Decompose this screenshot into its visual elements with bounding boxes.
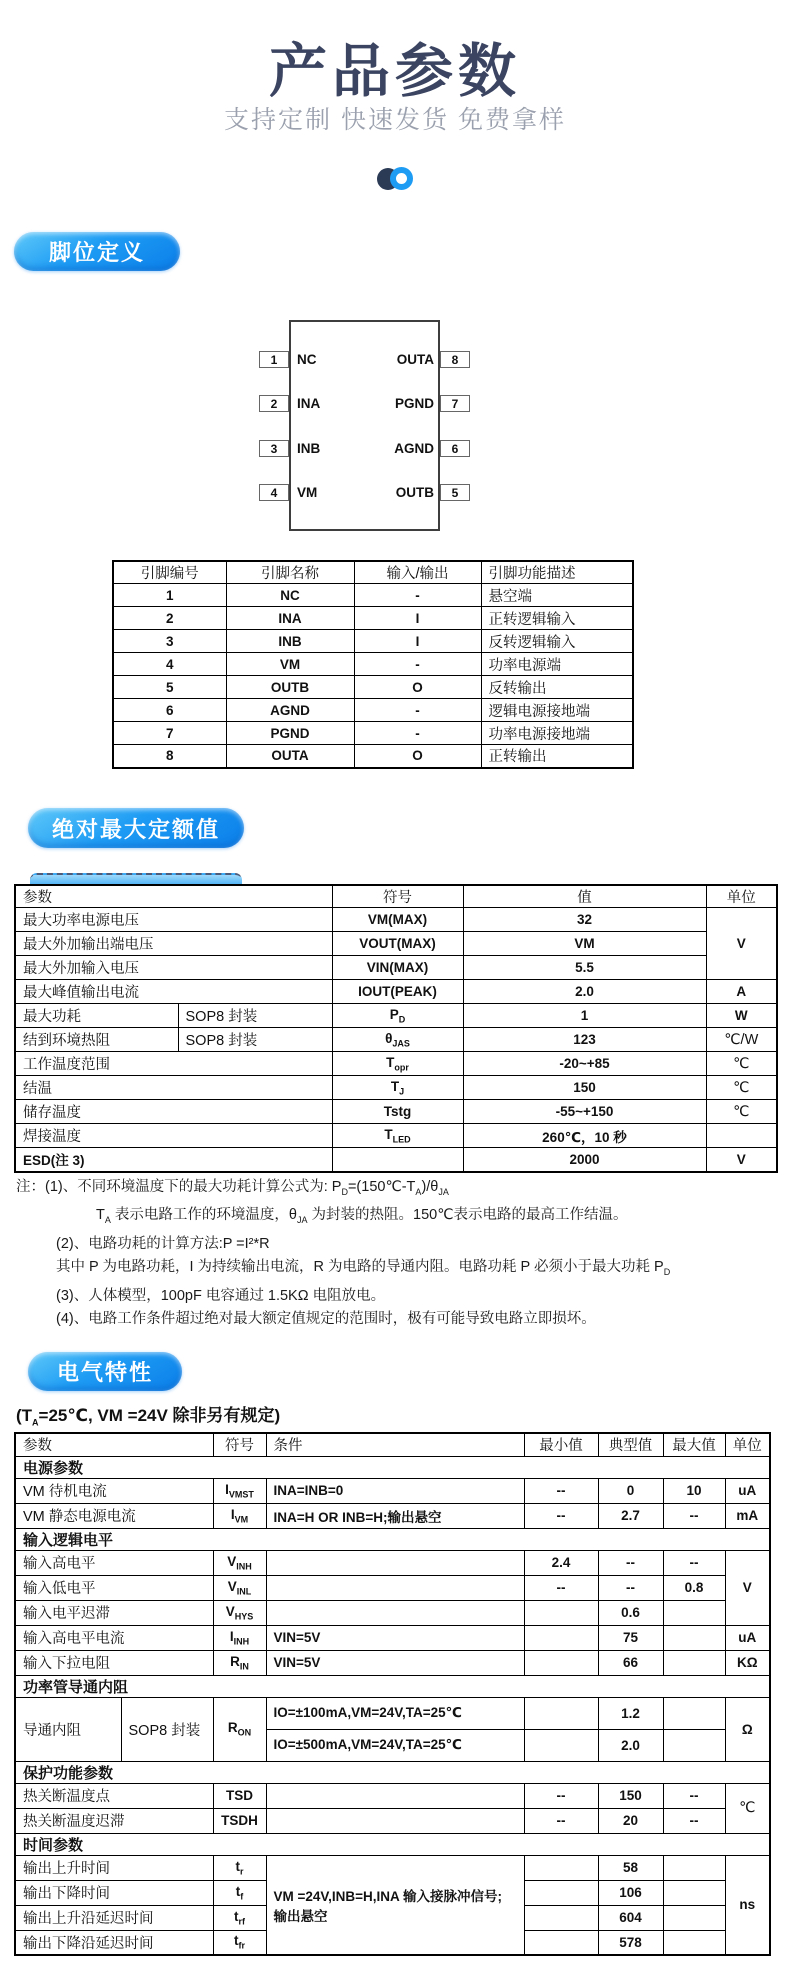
- table-cell: 604: [598, 1905, 663, 1930]
- table-cell: 焊接温度: [15, 1124, 332, 1148]
- table-cell: --: [598, 1550, 663, 1575]
- table-cell: $R_{IN}$: [213, 1650, 266, 1675]
- table-cell: [266, 1550, 524, 1575]
- table-cell: [524, 1625, 598, 1650]
- section-row-label: 功率管导通内阻: [15, 1675, 770, 1697]
- table-cell: VIN=5V: [266, 1625, 524, 1650]
- table-cell: $I_{VMST}$: [213, 1478, 266, 1503]
- note-line: (4)、电路工作条件超过绝对最大额定值规定的范围时，极有可能导致电路立即损坏。: [56, 1311, 596, 1328]
- table-cell: SOP8 封装: [178, 1004, 332, 1028]
- table-row: [15, 1503, 770, 1528]
- table-cell: TSDH: [213, 1808, 266, 1833]
- table-cell: [524, 1880, 598, 1905]
- table-cell: 最大功率电源电压: [15, 908, 332, 932]
- table-cell: 2.7: [598, 1503, 663, 1528]
- table-cell: [663, 1930, 725, 1955]
- table-cell: IOUT(PEAK): [332, 980, 463, 1004]
- table-cell: ℃: [706, 1076, 777, 1100]
- brand-logo-icon: [377, 167, 413, 190]
- table-cell: 参数: [15, 1433, 213, 1456]
- table-cell: [663, 1855, 725, 1880]
- table-cell: $t_{fr}$: [213, 1930, 266, 1955]
- table-row: [113, 630, 633, 653]
- table-cell: [524, 1729, 598, 1761]
- table-row: [15, 1833, 770, 1855]
- table-cell: VIN(MAX): [332, 956, 463, 980]
- table-cell: VM: [226, 653, 354, 676]
- table-row: [15, 1600, 770, 1625]
- table-cell: 引脚名称: [226, 561, 354, 584]
- table-row: [113, 561, 633, 584]
- table-cell: ℃: [725, 1783, 770, 1833]
- table-cell: 工作温度范围: [15, 1052, 332, 1076]
- section-row-label: 保护功能参数: [15, 1761, 770, 1783]
- table-cell: 正转输出: [481, 745, 633, 768]
- table-cell: $V_{INL}$: [213, 1575, 266, 1600]
- table-cell: W: [706, 1004, 777, 1028]
- table-cell: 热关断温度点: [15, 1783, 213, 1808]
- table-cell: 功率电源端: [481, 653, 633, 676]
- table-cell: 2: [113, 607, 226, 630]
- table-row: [113, 722, 633, 745]
- table-cell: 输入高电平: [15, 1550, 213, 1575]
- table-cell: 输出下降沿延迟时间: [15, 1930, 213, 1955]
- table-cell: VIN=5V: [266, 1650, 524, 1675]
- table-cell: 结温: [15, 1076, 332, 1100]
- table-cell: $R_{ON}$: [213, 1697, 266, 1761]
- pin-description-table: [112, 560, 634, 769]
- table-row: [15, 1675, 770, 1697]
- pin-label: AGND: [394, 441, 434, 456]
- note-line: $T_A$ 表示电路工作的环境温度，$\theta_{JA}$ 为封装的热阻。150℃表示电路的最高工作结温。: [96, 1207, 628, 1226]
- table-row: [15, 1433, 770, 1456]
- table-cell: 输入下拉电阻: [15, 1650, 213, 1675]
- table-cell: [524, 1600, 598, 1625]
- table-cell: -: [354, 653, 481, 676]
- table-row: [15, 1052, 777, 1076]
- section-row-label: 电源参数: [15, 1456, 770, 1478]
- table-cell: SOP8 封装: [178, 1028, 332, 1052]
- table-row: [15, 1550, 770, 1575]
- table-cell: 输入高电平电流: [15, 1625, 213, 1650]
- table-cell: O: [354, 676, 481, 699]
- table-cell: V: [706, 908, 777, 980]
- pin-number-box: 8: [440, 351, 470, 368]
- table-cell: 0.8: [663, 1575, 725, 1600]
- table-cell: 导通内阻: [15, 1697, 121, 1761]
- table-cell: 符号: [332, 885, 463, 908]
- table-cell: 热关断温度迟滞: [15, 1808, 213, 1833]
- table-cell: O: [354, 745, 481, 768]
- table-cell: $I_{INH}$: [213, 1625, 266, 1650]
- table-cell: -: [354, 722, 481, 745]
- table-cell: $V_{HYS}$: [213, 1600, 266, 1625]
- table-cell: 578: [598, 1930, 663, 1955]
- section-badge-absolute-maximum-ratings: 绝对最大定额值: [28, 808, 244, 848]
- table-cell: 58: [598, 1855, 663, 1880]
- table-cell: [524, 1855, 598, 1880]
- test-condition-note: ($T_A=25℃$, VM =24V 除非另有规定): [16, 1406, 281, 1428]
- table-cell: [524, 1650, 598, 1675]
- table-cell: 2.0: [463, 980, 706, 1004]
- table-cell: ℃: [706, 1100, 777, 1124]
- table-cell: $P_D$: [332, 1004, 463, 1028]
- table-cell: 7: [113, 722, 226, 745]
- table-cell: [266, 1600, 524, 1625]
- table-cell: 75: [598, 1625, 663, 1650]
- section-badge-pin-definition: 脚位定义: [14, 232, 180, 271]
- pin-label: NC: [297, 352, 317, 367]
- table-cell: 储存温度: [15, 1100, 332, 1124]
- table-cell: 条件: [266, 1433, 524, 1456]
- table-cell: 反转输出: [481, 676, 633, 699]
- table-row: [15, 1124, 777, 1148]
- table-cell: 150: [463, 1076, 706, 1100]
- table-cell: [663, 1729, 725, 1761]
- pin-number-box: 4: [259, 484, 289, 501]
- table-cell: 最小值: [524, 1433, 598, 1456]
- note-line: (3)、人体模型，100pF 电容通过 1.5KΩ 电阻放电。: [56, 1287, 386, 1304]
- pin-number-box: 6: [440, 440, 470, 457]
- note-line: 注：(1)、不同环境温度下的最大功耗计算公式为: $P_D=(150℃-T_A)/\theta_{JA}$: [16, 1179, 449, 1197]
- table-cell: 单位: [725, 1433, 770, 1456]
- pin-label: OUTA: [396, 352, 434, 367]
- table-cell: $t_f$: [213, 1880, 266, 1905]
- table-cell: 1: [113, 584, 226, 607]
- table-cell: 输入低电平: [15, 1575, 213, 1600]
- table-cell: 4: [113, 653, 226, 676]
- table-cell: 5.5: [463, 956, 706, 980]
- table-cell: 1: [463, 1004, 706, 1028]
- table-cell: OUTB: [226, 676, 354, 699]
- absolute-maximum-ratings-table: [14, 884, 778, 1173]
- table-cell: 66: [598, 1650, 663, 1675]
- table-cell: --: [663, 1783, 725, 1808]
- notes-block: [16, 1176, 776, 1332]
- table-cell: IO=±100mA,VM=24V,TA=25℃: [266, 1697, 524, 1729]
- table-cell: PGND: [226, 722, 354, 745]
- table-cell: 输入电平迟滞: [15, 1600, 213, 1625]
- table-cell: [266, 1783, 524, 1808]
- table-cell: --: [663, 1503, 725, 1528]
- table-cell: OUTA: [226, 745, 354, 768]
- table-cell: [266, 1575, 524, 1600]
- table-cell: 150: [598, 1783, 663, 1808]
- pin-number-box: 5: [440, 484, 470, 501]
- table-row: [15, 932, 777, 956]
- pin-number-box: 2: [259, 395, 289, 412]
- table-cell: 结到环境热阻: [15, 1028, 178, 1052]
- table-cell: [663, 1697, 725, 1729]
- pin-label: INA: [297, 396, 321, 411]
- table-cell: 最大功耗: [15, 1004, 178, 1028]
- table-cell: [524, 1930, 598, 1955]
- table-cell: 10: [663, 1478, 725, 1503]
- pin-number-box: 7: [440, 395, 470, 412]
- table-cell: VM: [463, 932, 706, 956]
- table-cell: 反转逻辑输入: [481, 630, 633, 653]
- table-row: [15, 1004, 777, 1028]
- table-cell: --: [598, 1575, 663, 1600]
- table-cell: INA: [226, 607, 354, 630]
- table-cell: $I_{VM}$: [213, 1503, 266, 1528]
- table-row: [15, 956, 777, 980]
- pin-label: VM: [297, 485, 318, 500]
- table-cell: Ω: [725, 1697, 770, 1761]
- section-row-label: 输入逻辑电平: [15, 1528, 770, 1550]
- table-row: [15, 1456, 770, 1478]
- table-cell: 32: [463, 908, 706, 932]
- table-cell: 功率电源接地端: [481, 722, 633, 745]
- table-cell: 输出上升时间: [15, 1855, 213, 1880]
- table-cell: 0.6: [598, 1600, 663, 1625]
- table-cell: --: [524, 1575, 598, 1600]
- table-row: [15, 1478, 770, 1503]
- table-cell: mA: [725, 1503, 770, 1528]
- table-cell: --: [663, 1808, 725, 1833]
- table-cell: 2000: [463, 1148, 706, 1172]
- table-cell: INA=INB=0: [266, 1478, 524, 1503]
- table-cell: [266, 1808, 524, 1833]
- table-cell: NC: [226, 584, 354, 607]
- table-cell: 20: [598, 1808, 663, 1833]
- table-cell: $\theta_{JAS}$: [332, 1028, 463, 1052]
- table-cell: [663, 1600, 725, 1625]
- table-cell: 输出上升沿延迟时间: [15, 1905, 213, 1930]
- table-cell: 参数: [15, 885, 332, 908]
- table-row: [15, 1028, 777, 1052]
- table-cell: VM(MAX): [332, 908, 463, 932]
- table-row: [15, 1528, 770, 1550]
- table-row: [15, 1100, 777, 1124]
- table-cell: 123: [463, 1028, 706, 1052]
- table-cell: -55~+150: [463, 1100, 706, 1124]
- table-cell: IO=±500mA,VM=24V,TA=25℃: [266, 1729, 524, 1761]
- table-cell: [706, 1124, 777, 1148]
- table-row: [15, 1808, 770, 1833]
- table-row: [15, 1076, 777, 1100]
- table-cell: 输出下降时间: [15, 1880, 213, 1905]
- table-cell: A: [706, 980, 777, 1004]
- table-cell: INA=H OR INB=H;输出悬空: [266, 1503, 524, 1528]
- table-row: [113, 676, 633, 699]
- note-line: (2)、电路功耗的计算方法:P =I²*R: [56, 1235, 270, 1252]
- table-cell: uA: [725, 1625, 770, 1650]
- table-cell: -: [354, 584, 481, 607]
- table-cell: 最大外加输出端电压: [15, 932, 332, 956]
- table-cell: Tstg: [332, 1100, 463, 1124]
- table-row: [15, 1855, 770, 1880]
- table-cell: $t_r$: [213, 1855, 266, 1880]
- table-row: [15, 885, 777, 908]
- table-cell: VOUT(MAX): [332, 932, 463, 956]
- table-cell: [663, 1905, 725, 1930]
- page-title: 产品参数: [268, 39, 521, 104]
- table-cell: ns: [725, 1855, 770, 1955]
- table-cell: ℃: [706, 1052, 777, 1076]
- table-cell: I: [354, 630, 481, 653]
- table-cell: 1.2: [598, 1697, 663, 1729]
- pin-label: PGND: [394, 396, 434, 411]
- table-row: [113, 653, 633, 676]
- table-cell: VM =24V,INB=H,INA 输入接脉冲信号; 输出悬空: [266, 1855, 524, 1955]
- table-cell: KΩ: [725, 1650, 770, 1675]
- table-row: [113, 745, 633, 768]
- table-cell: 悬空端: [481, 584, 633, 607]
- table-cell: $T_{opr}$: [332, 1052, 463, 1076]
- section-row-label: 时间参数: [15, 1833, 770, 1855]
- pin-label: OUTB: [395, 485, 434, 500]
- table-cell: 最大值: [663, 1433, 725, 1456]
- table-cell: 值: [463, 885, 706, 908]
- table-cell: VM 静态电源电流: [15, 1503, 213, 1528]
- table-cell: I: [354, 607, 481, 630]
- table-cell: SOP8 封装: [121, 1697, 213, 1761]
- table-cell: VM 待机电流: [15, 1478, 213, 1503]
- table-cell: 0: [598, 1478, 663, 1503]
- table-cell: 8: [113, 745, 226, 768]
- table-cell: $T_J$: [332, 1076, 463, 1100]
- table-cell: 最大外加输入电压: [15, 956, 332, 980]
- table-cell: 引脚功能描述: [481, 561, 633, 584]
- table-cell: ℃/W: [706, 1028, 777, 1052]
- table-cell: $V_{INH}$: [213, 1550, 266, 1575]
- table-cell: $T_{LED}$: [332, 1124, 463, 1148]
- electrical-characteristics-table: [14, 1432, 771, 1956]
- table-cell: --: [524, 1783, 598, 1808]
- table-cell: 输入/输出: [354, 561, 481, 584]
- table-cell: 106: [598, 1880, 663, 1905]
- table-cell: $t_{rf}$: [213, 1905, 266, 1930]
- table-cell: TSD: [213, 1783, 266, 1808]
- table-cell: [524, 1905, 598, 1930]
- table-cell: 5: [113, 676, 226, 699]
- table-cell: V: [706, 1148, 777, 1172]
- table-cell: 正转逻辑输入: [481, 607, 633, 630]
- table-cell: 6: [113, 699, 226, 722]
- table-row: [113, 607, 633, 630]
- table-row: [113, 699, 633, 722]
- table-row: [15, 1148, 777, 1172]
- table-row: [15, 1697, 770, 1729]
- table-cell: [663, 1625, 725, 1650]
- table-row: [15, 1650, 770, 1675]
- table-row: [113, 584, 633, 607]
- table-row: [15, 908, 777, 932]
- table-cell: 260℃，10 秒: [463, 1124, 706, 1148]
- table-row: [15, 1761, 770, 1783]
- table-cell: [663, 1880, 725, 1905]
- pin-number-box: 1: [259, 351, 289, 368]
- table-cell: 符号: [213, 1433, 266, 1456]
- table-cell: -20~+85: [463, 1052, 706, 1076]
- logo-ring-right: [390, 167, 413, 190]
- table-cell: -: [354, 699, 481, 722]
- table-cell: [524, 1697, 598, 1729]
- table-cell: 典型值: [598, 1433, 663, 1456]
- table-cell: V: [725, 1550, 770, 1625]
- table-cell: [663, 1650, 725, 1675]
- table-cell: 最大峰值输出电流: [15, 980, 332, 1004]
- table-cell: 引脚编号: [113, 561, 226, 584]
- page-subtitle: 支持定制 快速发货 免费拿样: [224, 106, 566, 134]
- table-cell: [332, 1148, 463, 1172]
- table-cell: AGND: [226, 699, 354, 722]
- table-cell: 单位: [706, 885, 777, 908]
- table-cell: ESD(注 3): [15, 1148, 332, 1172]
- table-cell: 3: [113, 630, 226, 653]
- pin-number-box: 3: [259, 440, 289, 457]
- table-cell: 2.4: [524, 1550, 598, 1575]
- table-cell: --: [524, 1503, 598, 1528]
- table-cell: INB: [226, 630, 354, 653]
- table-row: [15, 1783, 770, 1808]
- table-cell: --: [663, 1550, 725, 1575]
- table-cell: --: [524, 1808, 598, 1833]
- table-row: [15, 980, 777, 1004]
- table-cell: 2.0: [598, 1729, 663, 1761]
- table-row: [15, 1625, 770, 1650]
- table-cell: 逻辑电源接地端: [481, 699, 633, 722]
- table-row: [15, 1575, 770, 1600]
- table-cell: --: [524, 1478, 598, 1503]
- pin-label: INB: [297, 441, 321, 456]
- note-line: 其中 P 为电路功耗，I 为持续输出电流，R 为电路的导通内阻。电路功耗 P 必须小于最大功耗 $P_D$: [56, 1259, 671, 1278]
- table-cell: uA: [725, 1478, 770, 1503]
- section-badge-electrical-characteristics: 电气特性: [28, 1352, 182, 1391]
